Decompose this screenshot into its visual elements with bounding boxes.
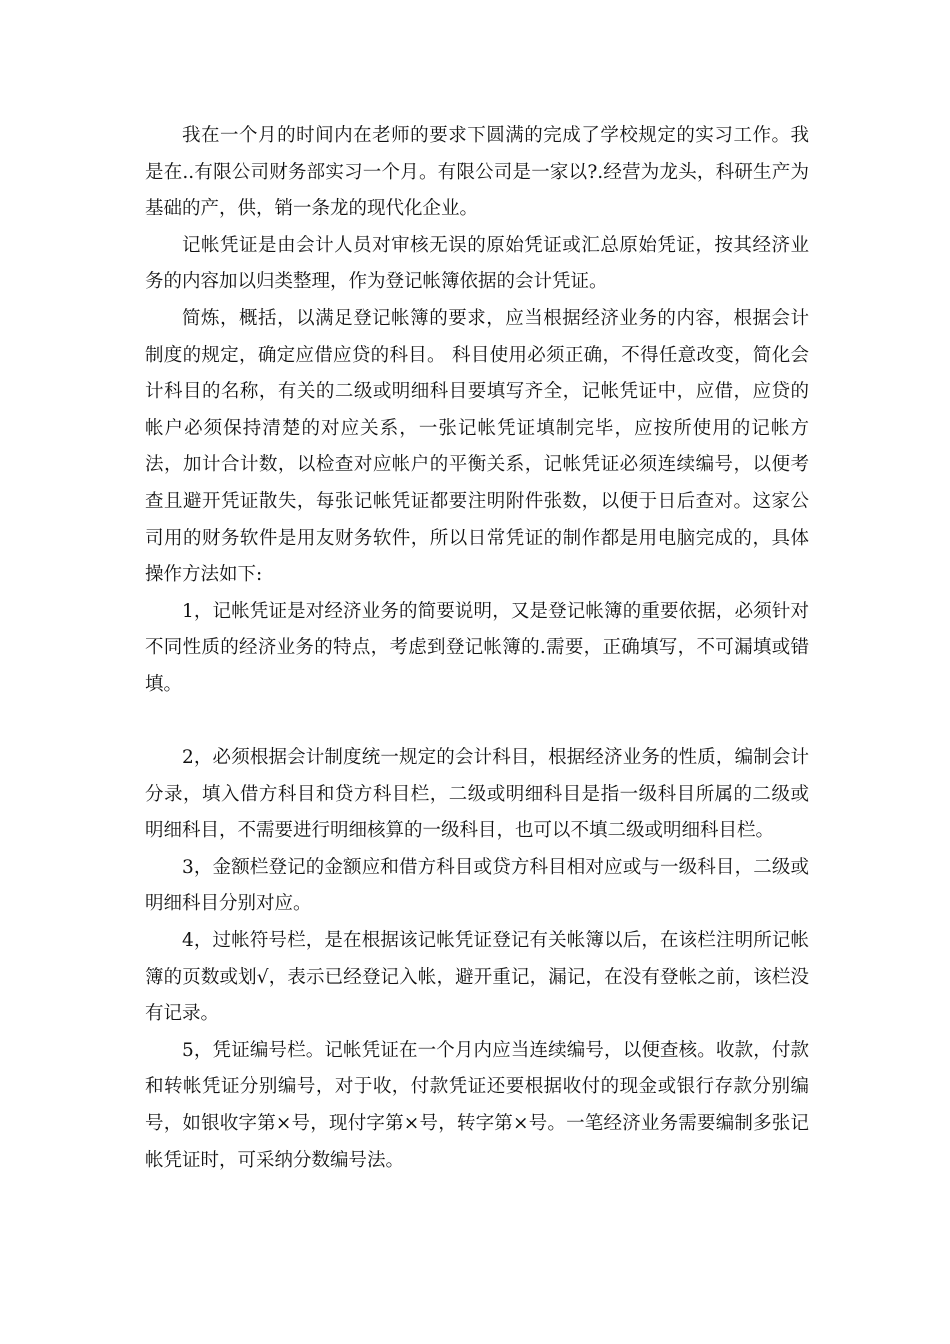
paragraph-intro: 我在一个月的时间内在老师的要求下圆满的完成了学校规定的实习工作。我是在..有限公司财务部实习一个月。有限公司是一家以?.经营为龙头，科研生产为基础的产，供，销一条龙的现代化企业。 bbox=[145, 125, 809, 220]
paragraph-voucher-definition: 记帐凭证是由会计人员对审核无误的原始凭证或汇总原始凭证，按其经济业务的内容加以归类整理，作为登记帐簿依据的会计凭证。 bbox=[145, 234, 809, 293]
document-body bbox=[145, 118, 809, 1179]
paragraph-item-1: 1，记帐凭证是对经济业务的简要说明，又是登记帐簿的重要依据，必须针对不同性质的经济业务的特点，考虑到登记帐簿的.需要，正确填写，不可漏填或错填。 bbox=[145, 600, 809, 695]
paragraph-item-4: 4，过帐符号栏，是在根据该记帐凭证登记有关帐簿以后，在该栏注明所记帐簿的页数或划√，表示已经登记入帐，避开重记，漏记，在没有登帐之前，该栏没有记录。 bbox=[145, 930, 809, 1025]
paragraph-item-5: 5，凭证编号栏。记帐凭证在一个月内应当连续编号，以便查核。收款，付款和转帐凭证分别编号，对于收，付款凭证还要根据收付的现金或银行存款分别编号，如银收字第×号，现付字第×号，转字第×号。一笔经济业务需要编制多张记帐凭证时，可采纳分数编号法。 bbox=[145, 1039, 809, 1171]
paragraph-item-3: 3，金额栏登记的金额应和借方科目或贷方科目相对应或与一级科目，二级或明细科目分别对应。 bbox=[145, 856, 809, 915]
paragraph-spacer bbox=[145, 704, 809, 741]
paragraph-item-2: 2，必须根据会计制度统一规定的会计科目，根据经济业务的性质，编制会计分录，填入借方科目和贷方科目栏，二级或明细科目是指一级科目所属的二级或明细科目，不需要进行明细核算的一级科目，也可以不填二级或明细科目栏。 bbox=[145, 747, 809, 842]
paragraph-voucher-requirements: 简炼，概括，以满足登记帐簿的要求，应当根据经济业务的内容，根据会计制度的规定，确定应借应贷的科目。 科目使用必须正确，不得任意改变，简化会计科目的名称，有关的二级或明细科目要填写齐全，记帐凭证中，应借，应贷的帐户必须保持清楚的对应关系，一张记帐凭证填制完毕，应按所使用的记帐方法，加计合计数，以检查对应帐户的平衡关系，记帐凭证必须连续编号，以便考查且避开凭证散失，每张记帐凭证都要注明附件张数，以便于日后查对。这家公司用的财务软件是用友财务软件，所以日常凭证的制作都是用电脑完成的，具体操作方法如下: bbox=[145, 307, 809, 586]
